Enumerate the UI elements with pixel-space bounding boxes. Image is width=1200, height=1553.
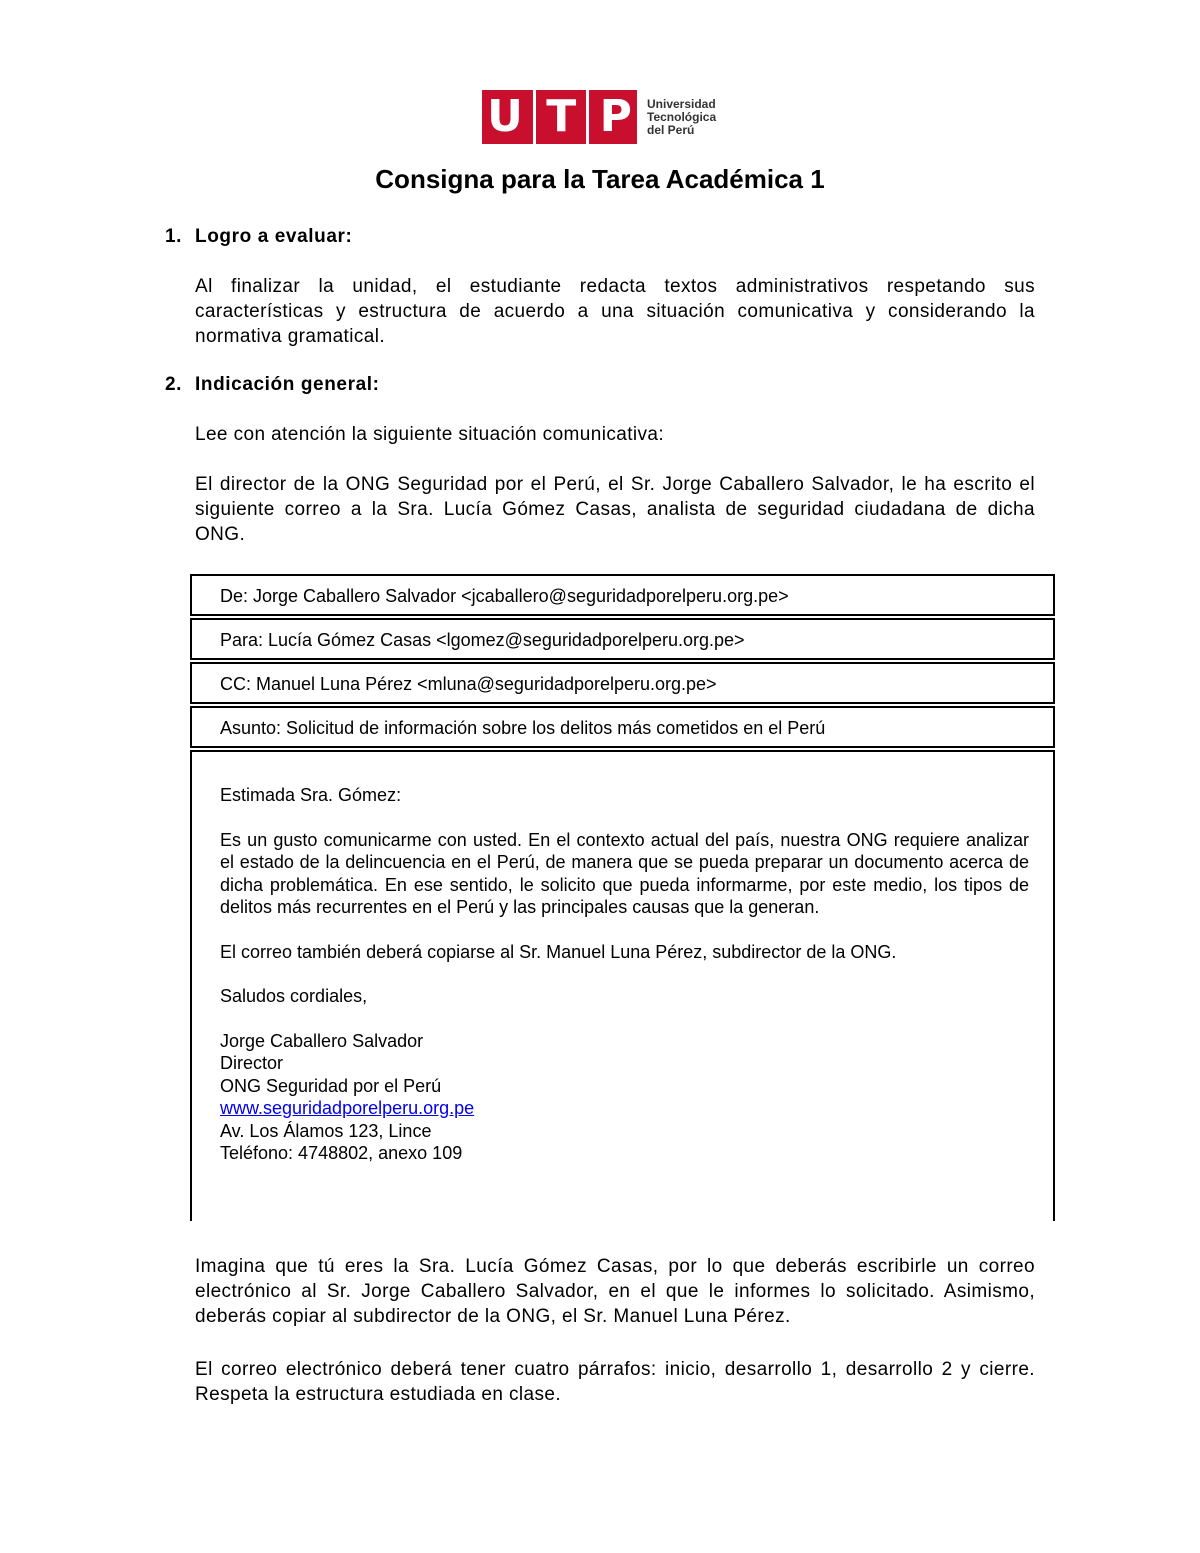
logo-letter-t: T — [546, 91, 577, 142]
email-body-paragraph: El correo también deberá copiarse al Sr. Manuel Luna Pérez, subdirector de la ONG. — [220, 941, 897, 962]
email-closing: Saludos cordiales, — [220, 986, 368, 1006]
section-number: 1. — [165, 226, 183, 247]
logo-text-line: del Perú — [647, 122, 695, 137]
email-body — [190, 750, 1055, 1221]
signature-role: Director — [220, 1053, 284, 1073]
email-cc-row: CC: Manuel Luna Pérez <mluna@seguridadporelperu.org.pe> — [190, 662, 1055, 704]
signature-website-link[interactable]: www.seguridadporelperu.org.pe — [220, 1098, 475, 1118]
section-number: 2. — [165, 374, 183, 395]
email-signature — [220, 1030, 1029, 1165]
signature-name: Jorge Caballero Salvador — [220, 1030, 424, 1051]
section-heading-logro — [165, 226, 352, 248]
instruction-paragraph: Lee con atención la siguiente situación comunicativa: — [195, 424, 665, 445]
logo-letter-p: P — [599, 91, 632, 142]
structure-paragraph: El correo electrónico deberá tener cuatro párrafos: inicio, desarrollo 1, desarrollo 2 y cierre. Respeta la estructura estudiada en clase. — [195, 1359, 1035, 1405]
logo-text-line: Tecnológica — [647, 109, 717, 124]
email-to-row: Para: Lucía Gómez Casas <lgomez@seguridadporelperu.org.pe> — [190, 618, 1055, 660]
email-example — [190, 574, 1055, 1221]
logo-divider — [586, 90, 589, 144]
signature-phone: Teléfono: 4748802, anexo 109 — [220, 1143, 463, 1163]
task-paragraph: Imagina que tú eres la Sra. Lucía Gómez Casas, por lo que deberás escribirle un correo electrónico al Sr. Jorge Caballero Salvador, en el que le informes lo solicitado. Asimismo, deberás copiar al subdirector de la ONG, el Sr. Manuel Luna Pérez. — [195, 1256, 1035, 1327]
situation-paragraph: El director de la ONG Seguridad por el Perú, el Sr. Jorge Caballero Salvador, le ha escrito el siguiente correo a la Sra. Lucía Gómez Casas, analista de seguridad ciudadana de dicha ONG. — [195, 474, 1035, 545]
email-subject-row: Asunto: Solicitud de información sobre los delitos más cometidos en el Perú — [190, 706, 1055, 748]
utp-logo — [482, 90, 716, 144]
section-title: Logro a evaluar: — [195, 226, 353, 247]
section-title: Indicación general: — [195, 374, 380, 395]
email-greeting: Estimada Sra. Gómez: — [220, 785, 402, 805]
logo-text-line: Universidad — [647, 96, 716, 111]
logro-paragraph: Al finalizar la unidad, el estudiante redacta textos administrativos respetando sus características y estructura de acuerdo a una situación comunicativa y considerando la normativa gramatical. — [195, 276, 1035, 347]
logo-university-name — [647, 98, 716, 137]
email-from-row: De: Jorge Caballero Salvador <jcaballero@seguridadporelperu.org.pe> — [190, 574, 1055, 616]
email-body-paragraph: Es un gusto comunicarme con usted. En el contexto actual del país, nuestra ONG requiere analizar el estado de la delincuencia en el Perú, de manera que se pueda preparar un documento acerca de dicha problemática. En ese sentido, le solicito que pueda informarme, por este medio, los tipos de delitos más recurrentes en el Perú y las principales causas que la generan. — [220, 829, 1029, 917]
page-title: Consigna para la Tarea Académica 1 — [375, 164, 825, 194]
signature-org: ONG Seguridad por el Perú — [220, 1075, 442, 1096]
section-heading-indicacion — [165, 374, 380, 396]
utp-logo-mark — [482, 90, 637, 144]
logo-divider — [533, 90, 536, 144]
logo-letter-u: U — [487, 91, 523, 142]
signature-address: Av. Los Álamos 123, Lince — [220, 1120, 432, 1141]
